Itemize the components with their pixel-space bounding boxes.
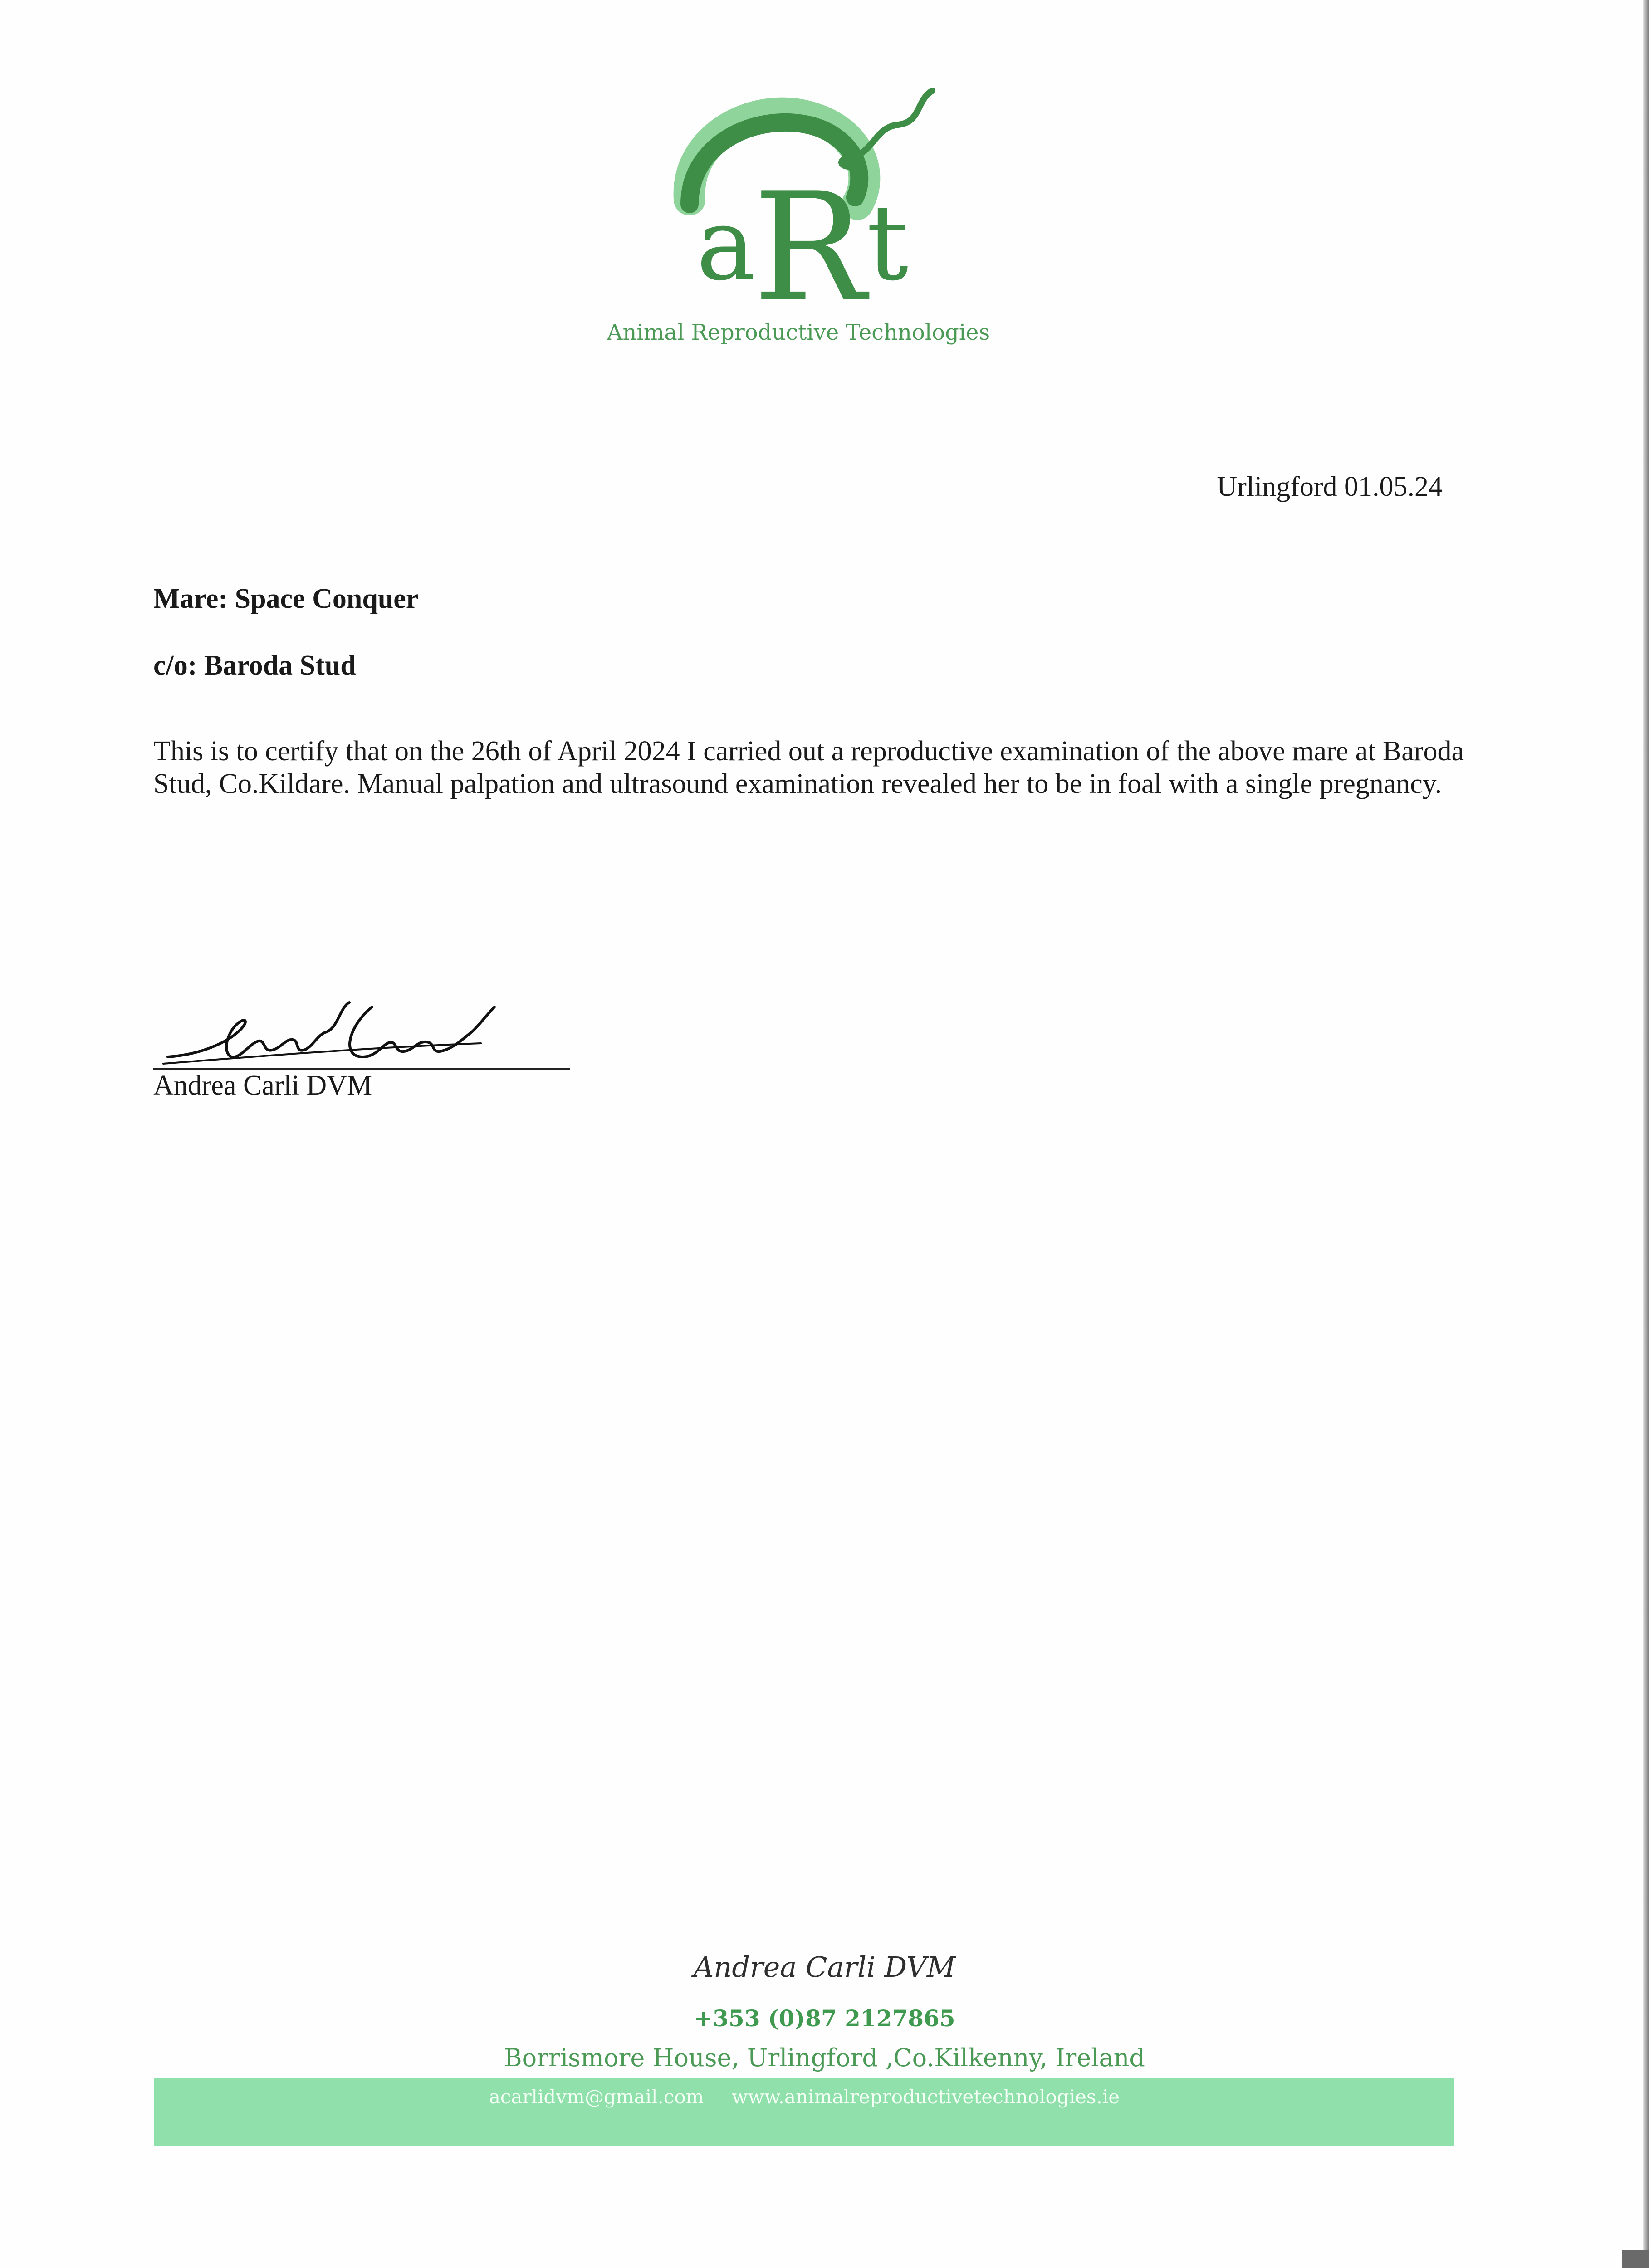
footer-name: Andrea Carli DVM	[693, 1950, 956, 1984]
scan-edge-shadow	[1643, 0, 1649, 2268]
mare-line: Mare: Space Conquer	[153, 583, 419, 614]
svg-text:R: R	[753, 161, 866, 335]
signature-icon	[136, 989, 590, 1075]
svg-text:t: t	[866, 183, 909, 304]
certificate-body: This is to certify that on the 26th of April 2024 I carried out a reproductive examination of the above mare at Baroda Stud, Co.Kildare. Manual palpation and ultrasound examination revealed her to be in foal with a single pregnancy.	[153, 736, 1464, 799]
care-of-line: c/o: Baroda Stud	[153, 650, 356, 681]
footer-website[interactable]: www.animalreproductivetechnologies.ie	[731, 2086, 1120, 2108]
svg-text:a: a	[696, 186, 756, 303]
place-date: Urlingford 01.05.24	[1217, 471, 1443, 502]
footer-contacts	[154, 2086, 1454, 2108]
footer-address: Borrismore House, Urlingford ,Co.Kilkenny, Ireland	[504, 2043, 1145, 2072]
footer-email[interactable]: acarlidvm@gmail.com	[489, 2086, 704, 2108]
logo-caption: Animal Reproductive Technologies	[607, 320, 990, 345]
scan-corner-shadow	[1622, 2250, 1649, 2268]
signer-name: Andrea Carli DVM	[153, 1070, 372, 1101]
footer-phone: +353 (0)87 2127865	[694, 2005, 955, 2032]
